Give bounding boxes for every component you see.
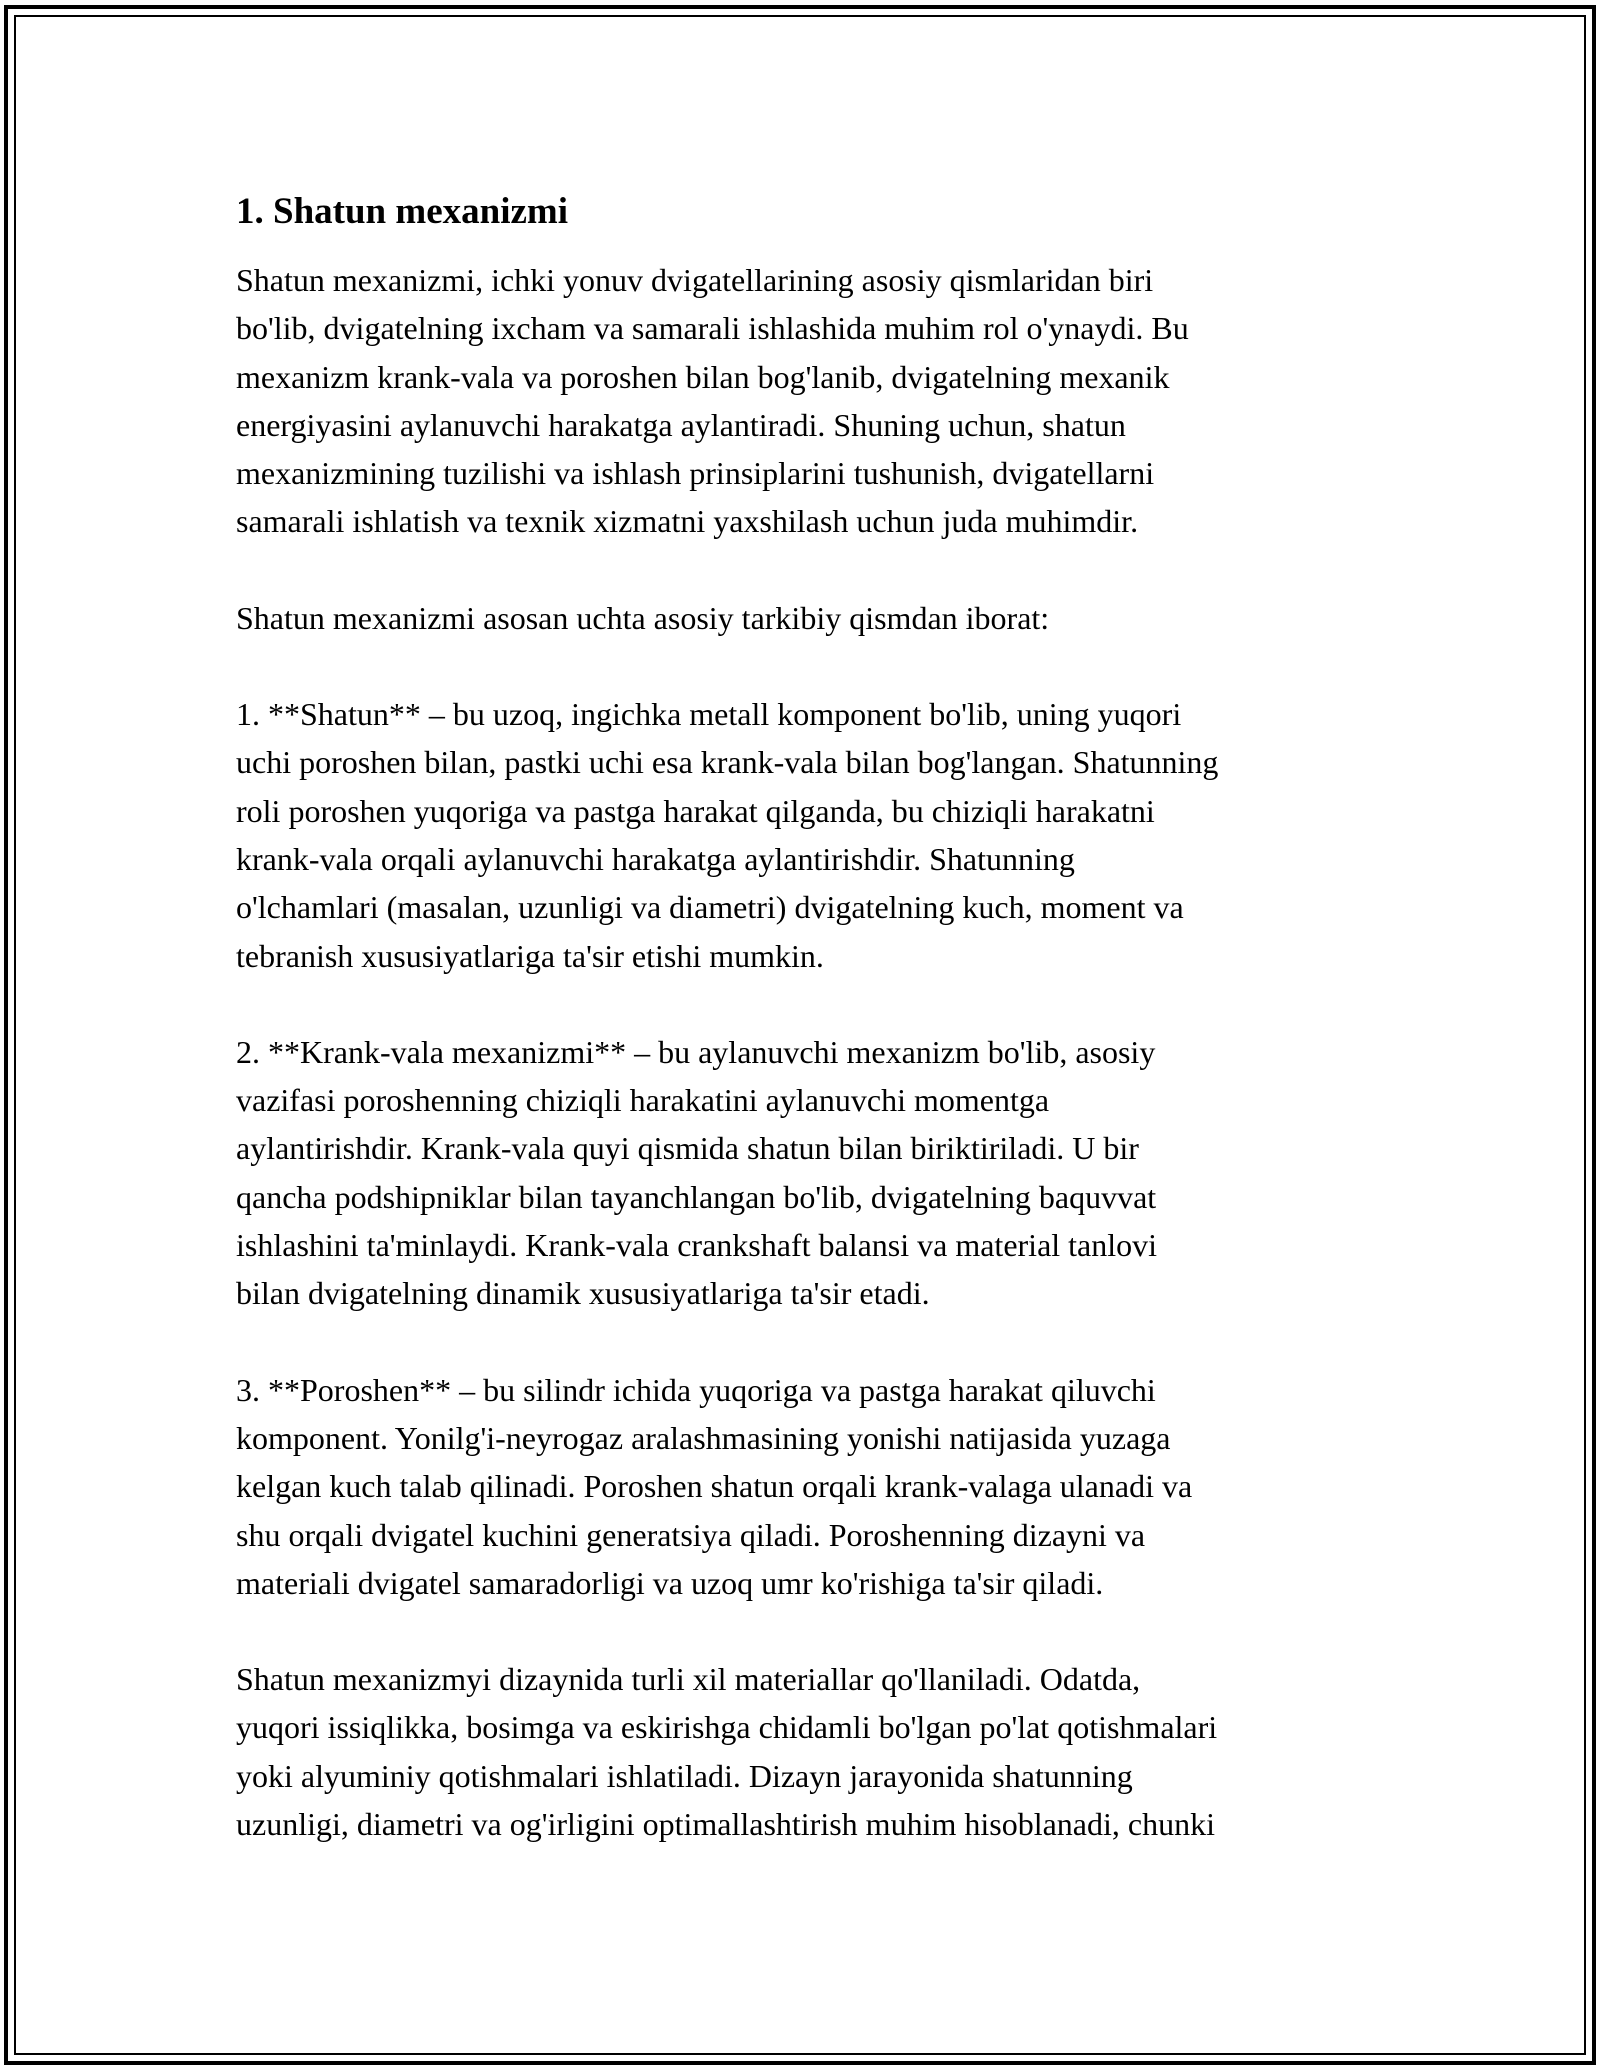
text-line: uchi poroshen bilan, pastki uchi esa krank-vala bilan bog'langan. Shatunning	[236, 744, 1219, 781]
text-line: roli poroshen yuqoriga va pastga harakat qilganda, bu chiziqli harakatni	[236, 792, 1155, 829]
text-line: yoki alyuminiy qotishmalari ishlatiladi. Dizayn jarayonida shatunning	[236, 1757, 1133, 1794]
text-line: Shatun mexanizmi, ichki yonuv dvigatellarining asosiy qismlaridan biri	[236, 262, 1154, 298]
text-line: bo'lib, dvigatelning ixcham va samarali ishlashida muhim rol o'ynaydi. Bu	[236, 310, 1189, 347]
item-poroshen-paragraph	[236, 1366, 1371, 1607]
item-shatun-paragraph	[236, 690, 1371, 980]
text-line: Shatun mexanizmyi dizaynida turli xil materiallar qo'llaniladi. Odatda,	[236, 1661, 1141, 1698]
text-line: uzunligi, diametri va og'irligini optimallashtirish muhim hisoblanadi, chunki	[236, 1806, 1215, 1843]
section-heading: 1. Shatun mexanizmi	[236, 191, 569, 232]
text-line: mexanizm krank-vala va poroshen bilan bog'lanib, dvigatelning mexanik	[236, 358, 1170, 395]
text-line: ishlashini ta'minlaydi. Krank-vala crankshaft balansi va material tanlovi	[236, 1227, 1158, 1264]
text-line: energiyasini aylanuvchi harakatga aylantiradi. Shuning uchun, shatun	[236, 406, 1126, 443]
text-line: krank-vala orqali aylanuvchi harakatga aylantirishdir. Shatunning	[236, 840, 1075, 877]
components-lead-paragraph	[236, 594, 1371, 642]
text-line: aylantirishdir. Krank-vala quyi qismida shatun bilan biriktiriladi. U bir	[236, 1130, 1139, 1167]
text-line: kelgan kuch talab qilinadi. Poroshen shatun orqali krank-valaga ulanadi va	[236, 1468, 1193, 1505]
text-line: yuqori issiqlikka, bosimga va eskirishga chidamli bo'lgan po'lat qotishmalari	[236, 1709, 1218, 1746]
text-line: o'lchamlari (masalan, uzunligi va diametri) dvigatelning kuch, moment va	[236, 889, 1184, 926]
text-line: 1. **Shatun** – bu uzoq, ingichka metall komponent bo'lib, uning yuqori	[236, 696, 1182, 733]
item-krank-vala-paragraph	[236, 1028, 1371, 1318]
intro-paragraph	[236, 256, 1371, 546]
materials-paragraph	[236, 1655, 1371, 1848]
text-line: komponent. Yonilg'i-neyrogaz aralashmasining yonishi natijasida yuzaga	[236, 1419, 1171, 1456]
text-line: bilan dvigatelning dinamik xususiyatlariga ta'sir etadi.	[236, 1275, 930, 1312]
text-line: Shatun mexanizmi asosan uchta asosiy tarkibiy qismdan iborat:	[236, 599, 1050, 636]
text-line: samarali ishlatish va texnik xizmatni yaxshilash uchun juda muhimdir.	[236, 503, 1139, 540]
text-line: qancha podshipniklar bilan tayanchlangan bo'lib, dvigatelning baquvvat	[236, 1178, 1157, 1215]
text-line: 3. **Poroshen** – bu silindr ichida yuqoriga va pastga harakat qiluvchi	[236, 1371, 1156, 1408]
text-line: materiali dvigatel samaradorligi va uzoq umr ko'rishiga ta'sir qiladi.	[236, 1564, 1104, 1601]
text-line: vazifasi poroshenning chiziqli harakatini aylanuvchi momentga	[236, 1082, 1050, 1119]
document-body	[236, 188, 1371, 1896]
text-line: tebranish xususiyatlariga ta'sir etishi mumkin.	[236, 937, 824, 974]
text-line: 2. **Krank-vala mexanizmi** – bu aylanuvchi mexanizm bo'lib, asosiy	[236, 1033, 1156, 1070]
text-line: shu orqali dvigatel kuchini generatsiya qiladi. Poroshenning dizayni va	[236, 1516, 1146, 1553]
text-line: mexanizmining tuzilishi va ishlash prinsiplarini tushunish, dvigatellarni	[236, 455, 1155, 492]
